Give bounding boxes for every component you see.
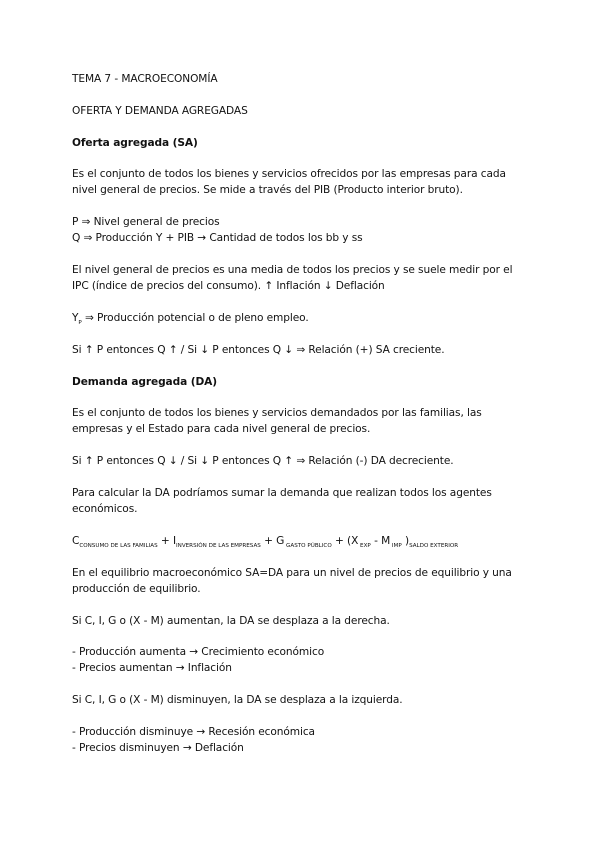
formula-i: I (172, 535, 176, 547)
calc-line-1: Para calcular la DA podríamos sumar la demanda que realizan todos los agentes (72, 487, 492, 499)
right-shift-bullet-1: - Producción aumenta → Crecimiento económico (72, 646, 325, 658)
sa-definition-line-1: Es el conjunto de todos los bienes y servicios ofrecidos por las empresas para cada (72, 168, 506, 180)
price-level-line-2: IPC (índice de precios del consumo). ↑ Inflación ↓ Deflación (72, 280, 385, 292)
sa-relation: Si ↑ P entonces Q ↑ / Si ↓ P entonces Q ↓ ⇒ Relación (+) SA creciente. (72, 344, 445, 356)
formula-m: M (381, 535, 391, 547)
formula-plus: + (157, 535, 173, 547)
formula-x-sub: EXP (358, 543, 371, 550)
yp-text: ⇒ Producción potencial o de pleno empleo. (81, 312, 309, 324)
formula-c-sub: CONSUMO DE LAS FAMILIAS (79, 543, 158, 550)
section-heading-sa: Oferta agregada (SA) (72, 137, 198, 149)
da-formula (72, 534, 458, 553)
equilibrium-line-1: En el equilibrio macroeconómico SA=DA para un nivel de precios de equilibrio y una (72, 567, 512, 579)
left-shift-line: Si C, I, G o (X - M) disminuyen, la DA se desplaza a la izquierda. (72, 694, 403, 706)
right-shift-line: Si C, I, G o (X - M) aumentan, la DA se desplaza a la derecha. (72, 615, 390, 627)
right-shift-bullet-2: - Precios aumentan → Inflación (72, 662, 232, 674)
yp-subscript: P (78, 320, 82, 327)
price-level-line-1: El nivel general de precios es una media de todos los precios y se suele medir por el (72, 264, 513, 276)
yp-symbol: Y (72, 312, 79, 324)
doc-title: TEMA 7 - MACROECONOMÍA (72, 73, 218, 85)
formula-close-sub: SALDO EXTERIOR (409, 543, 459, 550)
q-definition: Q ⇒ Producción Y + PIB → Cantidad de todos los bb y ss (72, 232, 363, 244)
formula-plus: + (260, 535, 277, 547)
da-definition-line-1: Es el conjunto de todos los bienes y servicios demandados por las familias, las (72, 407, 482, 419)
formula-minus: - (370, 535, 382, 547)
left-shift-bullet-1: - Producción disminuye → Recesión económica (72, 726, 315, 738)
formula-close-paren: ) (401, 535, 410, 547)
formula-i-sub: INVERSIÓN DE LAS EMPRESAS (175, 543, 261, 550)
da-relation: Si ↑ P entonces Q ↓ / Si ↓ P entonces Q ↑ ⇒ Relación (-) DA decreciente. (72, 455, 454, 467)
left-shift-bullet-2: - Precios disminuyen → Deflación (72, 742, 244, 754)
formula-g: G (276, 535, 285, 547)
doc-subtitle: OFERTA Y DEMANDA AGREGADAS (72, 105, 248, 117)
formula-c: C (72, 535, 80, 547)
formula-x: X (351, 535, 359, 547)
sa-definition-line-2: nivel general de precios. Se mide a través del PIB (Producto interior bruto). (72, 184, 463, 196)
formula-m-sub: IMP (390, 543, 402, 550)
formula-plus-paren: + ( (331, 535, 352, 547)
potential-output-line (72, 311, 309, 330)
equilibrium-line-2: producción de equilibrio. (72, 583, 201, 595)
da-definition-line-2: empresas y el Estado para cada nivel general de precios. (72, 423, 371, 435)
p-definition: P ⇒ Nivel general de precios (72, 216, 220, 228)
section-heading-da: Demanda agregada (DA) (72, 376, 217, 388)
calc-line-2: económicos. (72, 503, 138, 515)
formula-g-sub: GASTO PÚBLICO (284, 543, 332, 550)
